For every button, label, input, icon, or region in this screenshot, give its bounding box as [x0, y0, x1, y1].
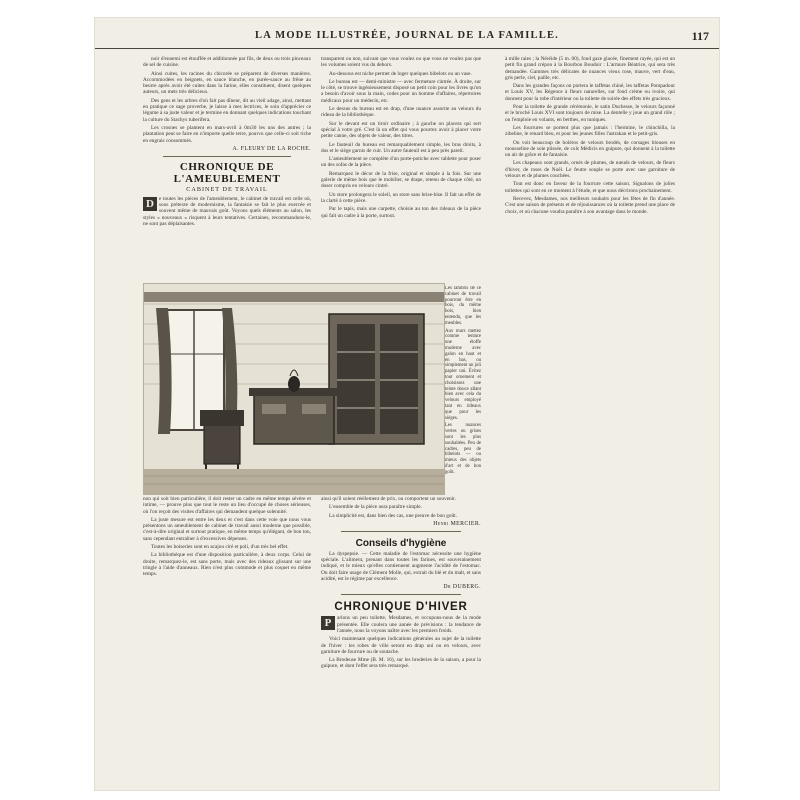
paragraph: Les crosnes se plantent en mars-avril à 0m30 les uns des autres ; la plantation peut se faire en n'importe quelle terre, pourvu que celle-ci soit riche en engrais consommés.: [143, 124, 311, 144]
paragraph-with-dropcap: [143, 196, 311, 227]
paragraph: Ainsi cuites, les racines du chicorée se préparent de diverses manières. Accommodées en beignets, en sauce blanche, en purée-sauce au frêne au beurre après avoir été cuites dans la farine, elles constituent, disent quelques auteurs, un mets très délicieux.: [143, 70, 311, 96]
page-number: 117: [691, 29, 709, 43]
column-left-bottom: [143, 496, 311, 580]
paragraph: noir d'ennemi est étouffée et additionnée par fils, de deux ou trois pinceaux de sel de cuisine.: [143, 56, 311, 69]
paragraph: Voici maintenant quelques indications générales au sujet de la toilette de l'hiver : les robes de ville seront en drap uni ou en velours, avec garniture de fourrure ou de soutache.: [321, 636, 481, 655]
paragraph: Dans les grandes façons on portera le taffetas chiné, les taffetas Pompadour et Louis XV, les Régence à fleurs naturelles, sur fond crème ou ivoire, qui donnent pour la robe d'intérieur ou la toilette de soirée des effets très gracieux.: [505, 83, 675, 102]
author-signature: A. FLEURY DE LA ROCHE.: [232, 145, 311, 152]
paragraph: Les fourrures se portent plus que jamais : l'hermine, le chinchilla, la zibeline, le renard bleu, et pour les jeunes filles l'astrakan et le petit-gris.: [505, 124, 675, 138]
paragraph: Sur le devant est un tiroir ordinaire ; à gauche on placera qui sert spécial à votre gré. C'est là un effet qui vous pourrez avoir à placer votre petite canne, des objets de valeur, des titres.: [321, 120, 481, 140]
paragraph: Le fauteuil du bureau est remarquablement simple, les bras droits, à dos et le siège garnis de cuir. Un autre fauteuil est à peu près pareil.: [321, 141, 481, 154]
image-side-text: [445, 286, 481, 491]
paragraph: La Brodeuse Mme (B. M. 16), sur les broderies de la saison, a pour la guipure, et dont l'effet sera très remarqué.: [321, 657, 481, 670]
drop-cap: P: [321, 616, 335, 630]
paragraph: Le dessus du bureau est en drap, d'une nuance assortie au velours du rideau de la bibliothèque.: [321, 106, 481, 119]
journal-title: LA MODE ILLUSTRÉE, JOURNAL DE LA FAMILLE.: [255, 30, 559, 41]
paragraph: L'ensemble de la pièce aura paraître simple.: [329, 504, 422, 511]
divider: [341, 594, 461, 595]
paragraph: Pour la toilette de grande cérémonie, le satin Duchesse, le velours façonné et le broché Louis XVI sont toujours de mise. La dentelle y joue un grand rôle ; on l'emploie en volants, en berthes, en tuniques.: [505, 104, 675, 123]
paragraph: La simplicité est, dans bien des cas, une preuve de bon goût.: [329, 512, 457, 519]
drop-cap: D: [143, 197, 157, 211]
paragraph: Les chapeaux sont grands, ornés de plumes, de nœuds de velours, de fleurs d'hiver, de roses de Noël. Le feutre souple se porte avec une garniture de velours et de plumes couchées.: [505, 160, 675, 180]
paragraph: à mille raies ; la Néréide (5 m. 00), fond gaze glacée, finement rayée, qui est un petit fin grand crépon à la Bourbon Boudoir : L'armure Béatrice, qui sera très demandée. Gammes très délicates de nuances vieux rose, mauve, vert d'eau, gris perle, ciel, paille, etc.: [505, 56, 675, 81]
paragraph: La juste mesure est entre les deux et c'est dans cette voie que nous vous présentons un ameublement de cabinet de travail aussi moderne que possible, c'est-à-dire original et surtout pratique, en même temps qu'élégant, de bon ton, sans cependant entraîner à d'excessives dépenses.: [143, 516, 311, 542]
paragraph: Le bureau est — demi-ministre — avec fermeture cintrée. À droite, sur le côté, se trouve ingénieusement disposé un petit coin pour les livres qu'on a besoin d'avoir sous la main, codes pour un homme d'affaires, répertoires médicaux pour un médecin, etc.: [321, 78, 481, 104]
paragraph-text: arlons un peu toilette, Mesdames, et occupons-nous de la mode présentée. Elle coulera une année de prévisions : la tendance de l'année, nous la voyons naître avec les premiers froids.: [337, 615, 481, 634]
author-signature: Henri MERCIER.: [433, 520, 481, 527]
paragraph: Au-dessous est niche permet de loger quelques bibelots ou un vase.: [329, 70, 472, 77]
paragraph: Des gens et les arbres d'où fait pas dîneur, dit au vieil adage, ainsi, mettant en pratique ce sage proverbe, je laisse à mes lectrices, le soin d'apprécier ce légume à sa juste valeur et je termine en donnant quelques indications touchant la culture du Stachys tuberifera.: [143, 97, 311, 123]
paragraph: La dyspepsie. — Cette maladie de l'estomac nécessite une hygiène spéciale. L'aliment, prenant dans toutes les farines, est souverainement indiqué, et le mieux qu'elles contiennent augmente l'acidité de l'estomac. On doit faire usage de Clément Molle, qui, extrait du blé et du malt, et sans acidité, est le régime par excellence.: [321, 550, 481, 583]
paragraph: non qui soit bien particulière, il doit rester un cadre en même temps sévère et intime, — prouve plus que tout le reste un lieu d'occupé de choses sérieuses, où l'on reçoit des visites d'affaires qui demandent quelque solennité.: [143, 496, 311, 515]
paragraph: Par le tapis, mais une carpette, choisie au ton des rideaux de la pièce qui fait un cadre à la porte, surtout.: [321, 206, 481, 219]
paragraph: On voit beaucoup de boléros de velours brodés, de corsages blouses en mousseline de soie plissée, de cols Médicis en guipure, qui donnent à la toilette un air de grâce et de fantaisie.: [505, 139, 675, 159]
paragraph: Recevez, Mesdames, nos meilleurs souhaits pour les fêtes de fin d'année. C'est une saison de présents et de réjouissances où la toilette prend une place de choix, et où chacune voudra paraître à son avantage dans le monde.: [505, 195, 675, 215]
paragraph: Les lambris de ce cabinet de travail pourront être en bois, du même bois, bien entendu, que les meubles.: [445, 286, 481, 326]
running-head: [95, 28, 719, 49]
paragraph: La bibliothèque est d'une disposition particulière, à deux corps. Celui de droite, remarquez-le, est sans porte, mais avec des rideaux glissant sur une tringle à l'aide d'anneaux. Rien n'est plus commode et plus coquet en même temps.: [143, 552, 311, 578]
divider: [341, 531, 461, 532]
column-middle: [321, 56, 481, 281]
column-middle-bottom: [321, 496, 481, 672]
engraving-illustration: [144, 284, 444, 494]
paragraph: ainsi qu'il soient réellement de prix, ou comportent un souvenir.: [321, 496, 456, 502]
paragraph: transparent ou non, suivant que vous voulez ou que vous ne voulez pas que les volumes soient vus du dehors.: [321, 56, 481, 69]
paragraph: Toutes les boiseries sont en acajou ciré et poli, d'un très bel effet.: [151, 544, 289, 551]
section-title-ameublement: CHRONIQUE DE L'AMEUBLEMENT: [173, 160, 281, 185]
paragraph-with-dropcap: [321, 615, 481, 634]
section-title-hiver: CHRONIQUE D'HIVER: [334, 601, 468, 614]
paragraph: Aux murs mettez comme tenture une étoffe moderne avec galon en haut et en bas, ou simplement un joli papier uni. Évitez tout ornement et choisissez une teinte douce allant bien avec cela du velours employé tant en rideaux que pour les sièges.: [445, 328, 481, 421]
author-signature: Dr DUBERG.: [443, 584, 481, 591]
cabinet-de-travail-engraving: [143, 283, 445, 495]
column-right: [505, 56, 675, 782]
section-title-hygiene: Conseils d'hygiène: [355, 537, 447, 549]
paragraph: Les nuances vertes ou grises sont les plus souhaitées. Peu de cadres, peu de bibelots — ou mieux des objets d'art et de bon goût.: [445, 423, 481, 475]
section-subtitle: CABINET DE TRAVAIL: [186, 185, 268, 193]
paragraph: Tout est donc en faveur de la fourrure cette saison. Signalons de jolies toilettes qui sont en ce moment à l'étude, et que nous décrirons prochainement.: [505, 181, 675, 194]
divider: [163, 156, 291, 157]
paragraph: Un store prolongera le soleil, un store sans brise-bise. Il fait un effet de la clarté à cette pièce.: [321, 191, 481, 204]
paragraph: Remarquez le décor de la frise, original et simple à la fois. Sur une galerie de même bois que le mobilier, se drape, retenu de chaque côté, un doser compris en velours cintré.: [321, 170, 481, 190]
magazine-page: [95, 18, 719, 790]
paragraph: L'ameublement se complète d'un porte-potiche avec tablette pour poser un des sofas de la pièce.: [321, 156, 481, 169]
paragraph-text: e toutes les pièces de l'ameublement, le cabinet de travail est celle où, sous prétexte de modernisme, la fantaisie se fait le plus exercée et souvent même de mauvais goût. Voyons quels éléments au salon, les styles « nouveaux » risquent à leurs tentatives. Certaines, recommandons-le, ne sont pas déplaisantes.: [143, 195, 311, 228]
